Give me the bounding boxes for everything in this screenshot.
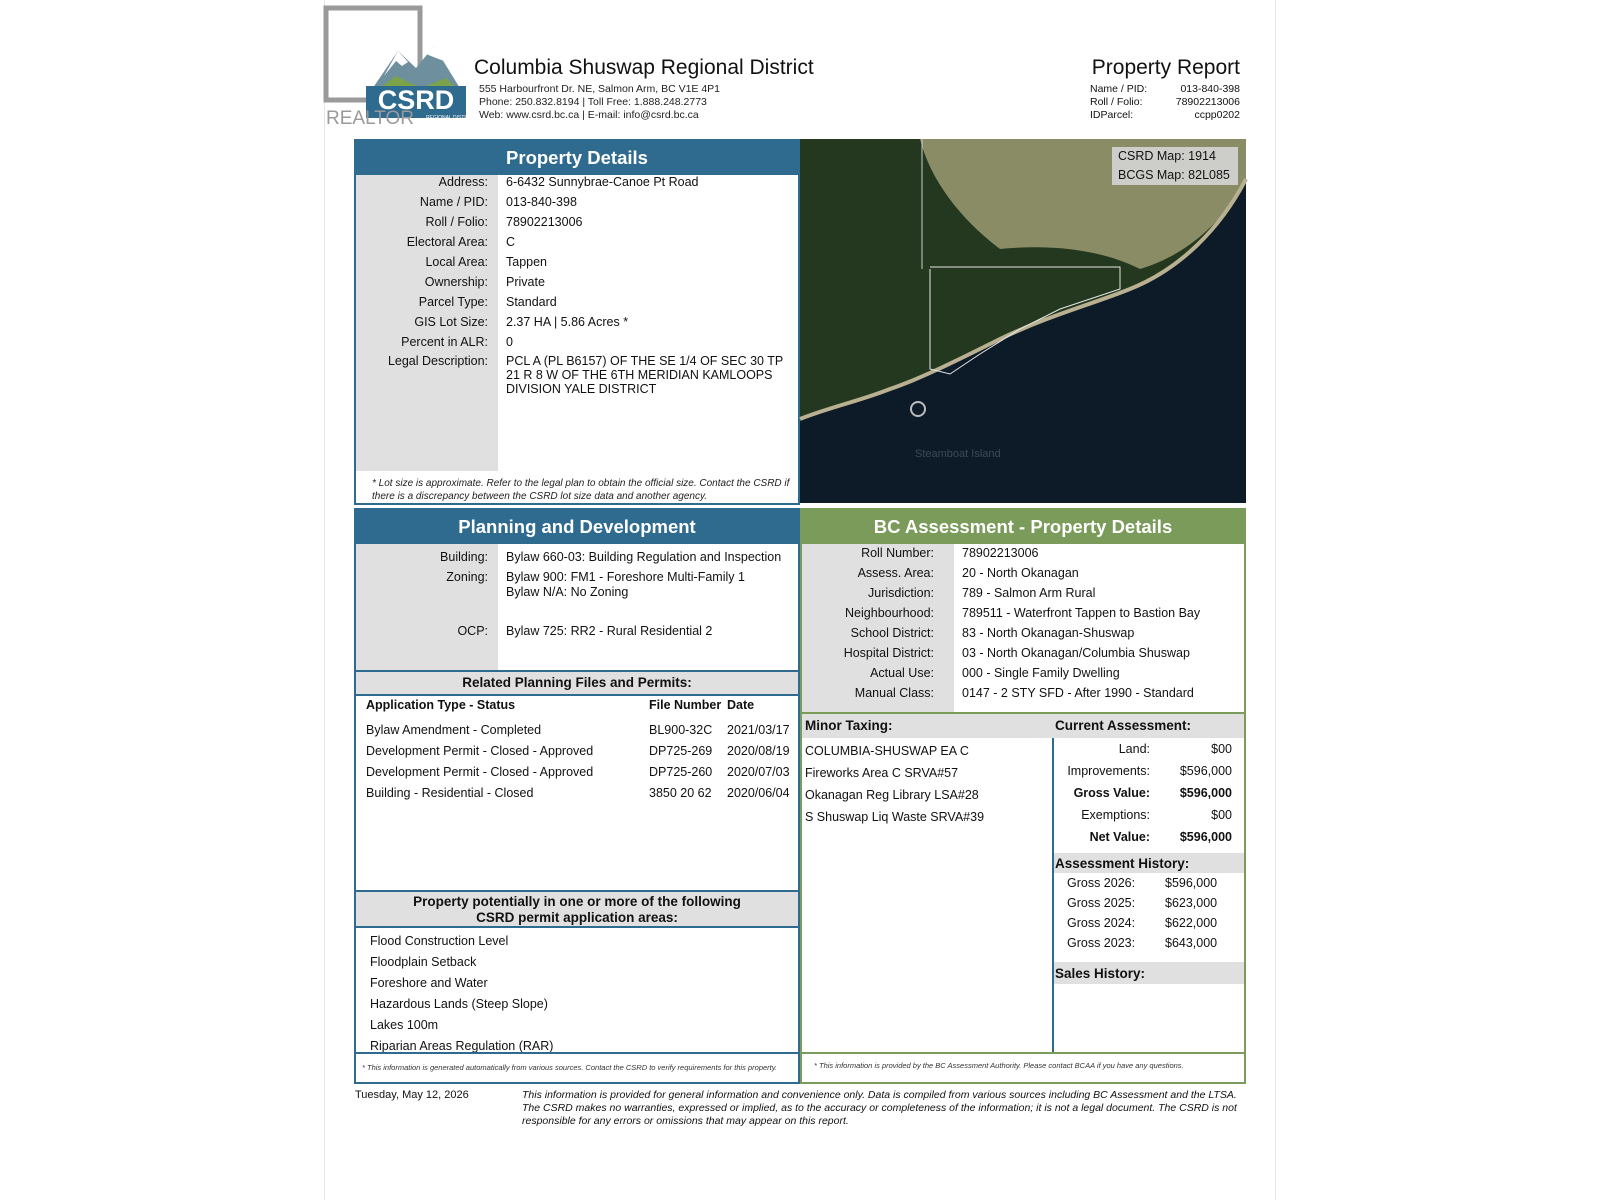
- property-field-value: Standard: [506, 295, 557, 309]
- property-field-value: Private: [506, 275, 545, 289]
- meta-label: Name / PID:: [1090, 83, 1148, 95]
- related-files-header: Related Planning Files and Permits:: [356, 670, 798, 696]
- place-label: Steamboat Island: [915, 448, 1001, 460]
- property-field-value: 2.37 HA | 5.86 Acres *: [506, 315, 629, 329]
- left-gutter: [0, 0, 325, 1200]
- history-value: $596,000: [1165, 876, 1218, 890]
- bcgs-map-number: BCGS Map: 82L085: [1118, 168, 1230, 182]
- assessment-field-value: 03 - North Okanagan/Columbia Shuswap: [962, 646, 1190, 660]
- current-assessment-value: $00: [1211, 742, 1232, 756]
- building-value: Bylaw 660-03: Building Regulation and Inspection: [506, 550, 782, 564]
- meta-value: 78902213006: [1175, 96, 1240, 108]
- file-number: 3850 20 62: [649, 786, 712, 800]
- planning-panel: [354, 508, 800, 1084]
- assessment-field-value: 83 - North Okanagan-Shuswap: [962, 626, 1135, 640]
- history-label: Gross 2024:: [1067, 916, 1136, 930]
- property-field-value: 0: [506, 335, 513, 349]
- report-title: Property Report: [1091, 56, 1240, 79]
- current-assessment-label: Land:: [1118, 742, 1150, 756]
- organization-name: Columbia Shuswap Regional District: [474, 56, 814, 79]
- sales-history-title: Sales History:: [1055, 966, 1146, 981]
- assessment-note: * This information is provided by the BC Assessment Authority. Please contact BCAA if you have any questions.: [814, 1061, 1184, 1070]
- current-assessment-value: $00: [1211, 808, 1232, 822]
- col-file-number: File Number: [649, 698, 722, 712]
- organization-web: Web: www.csrd.bc.ca | E-mail: info@csrd.bc.ca: [479, 109, 699, 121]
- ocp-value: Bylaw 725: RR2 - Rural Residential 2: [506, 624, 713, 638]
- minor-taxing-item: Fireworks Area C SRVA#57: [805, 766, 959, 780]
- assessment-field-label: Roll Number:: [861, 546, 934, 560]
- assessment-field-label: Hospital District:: [843, 646, 934, 660]
- meta-value: 013-840-398: [1180, 83, 1240, 95]
- property-field-value: 78902213006: [506, 215, 583, 229]
- assessment-field-value: 789511 - Waterfront Tappen to Bastion Bay: [962, 606, 1201, 620]
- zoning-value-2: Bylaw N/A: No Zoning: [506, 585, 629, 599]
- property-field-label: Legal Description:: [387, 354, 488, 368]
- property-field-value: C: [506, 235, 516, 249]
- file-number: DP725-269: [649, 744, 713, 758]
- disclaimer: This information is provided for general information and convenience only. Data is compiled from various sources including BC Assessment and the LTSA. The CSRD makes no warranties, expressed or implied, as to the accuracy or completeness of the information; it is not a legal document. The CSRD is not responsible for any errors or omissions that may appear on this report.: [522, 1089, 1237, 1127]
- property-field-label: Roll / Folio:: [425, 215, 488, 229]
- minor-taxing-item: S Shuswap Liq Waste SRVA#39: [805, 810, 985, 824]
- assessment-field-value: 20 - North Okanagan: [962, 566, 1079, 580]
- col-date: Date: [727, 698, 755, 712]
- permit-area-item: Foreshore and Water: [370, 976, 488, 990]
- file-number: DP725-260: [649, 765, 713, 779]
- logo-text: CSRD: [377, 85, 455, 115]
- minor-taxing-item: Okanagan Reg Library LSA#28: [805, 788, 979, 802]
- permit-areas-title-2: CSRD permit application areas:: [476, 910, 678, 925]
- property-field-label: GIS Lot Size:: [414, 315, 488, 329]
- history-value: $622,000: [1165, 916, 1218, 930]
- file-type: Building - Residential - Closed: [366, 786, 534, 800]
- file-date: 2020/07/03: [727, 765, 790, 779]
- property-field-value: Tappen: [506, 255, 548, 269]
- history-label: Gross 2023:: [1067, 936, 1136, 950]
- property-field-label: Name / PID:: [419, 195, 488, 209]
- current-assessment-title: Current Assessment:: [1055, 718, 1192, 733]
- assessment-field-value: 789 - Salmon Arm Rural: [962, 586, 1096, 600]
- assessment-panel: [800, 508, 1246, 1084]
- current-assessment-label: Gross Value:: [1073, 786, 1150, 800]
- assessment-field-value: 000 - Single Family Dwelling: [962, 666, 1120, 680]
- minor-taxing-title: Minor Taxing:: [805, 718, 893, 733]
- assessment-field-value: 0147 - 2 STY SFD - After 1990 - Standard: [962, 686, 1194, 700]
- file-type: Development Permit - Closed - Approved: [366, 765, 594, 779]
- map-reference-badge: [1112, 147, 1238, 185]
- permit-areas-title-1: Property potentially in one or more of the following: [413, 894, 741, 909]
- minor-taxing-item: COLUMBIA-SHUSWAP EA C: [805, 744, 969, 758]
- zoning-label: Zoning:: [446, 570, 488, 584]
- zoning-value: Bylaw 900: FM1 - Foreshore Multi-Family 1: [506, 570, 745, 584]
- csrd-map-number: CSRD Map: 1914: [1118, 149, 1216, 163]
- property-field-label: Parcel Type:: [418, 295, 488, 309]
- assessment-field-label: Assess. Area:: [857, 566, 934, 580]
- assessment-field-label: Actual Use:: [870, 666, 934, 680]
- property-field-label: Address:: [438, 175, 488, 189]
- permit-area-item: Floodplain Setback: [370, 955, 477, 969]
- planning-title: Planning and Development: [356, 510, 798, 544]
- current-assessment-label: Improvements:: [1067, 764, 1150, 778]
- current-assessment-value: $596,000: [1179, 830, 1232, 844]
- current-assessment-value: $596,000: [1179, 786, 1232, 800]
- property-field-value: 013-840-398: [506, 195, 577, 209]
- permit-area-item: Lakes 100m: [370, 1018, 439, 1032]
- file-type: Development Permit - Closed - Approved: [366, 744, 594, 758]
- history-value: $623,000: [1165, 896, 1218, 910]
- assessment-field-label: Neighbourhood:: [845, 606, 934, 620]
- meta-value: ccpp0202: [1194, 109, 1240, 121]
- property-field-label: Ownership:: [424, 275, 488, 289]
- report-date: Tuesday, May 12, 2026: [355, 1089, 469, 1101]
- file-date: 2020/08/19: [727, 744, 790, 758]
- assessment-title: BC Assessment - Property Details: [802, 510, 1244, 544]
- logo-subtext: REGIONAL DISTRICT: [425, 115, 477, 121]
- column-divider: [1052, 738, 1054, 1054]
- csrd-logo: [326, 6, 477, 129]
- organization-address: 555 Harbourfront Dr. NE, Salmon Arm, BC V1E 4P1: [479, 83, 721, 95]
- assessment-field-label: Manual Class:: [854, 686, 934, 700]
- assessment-field-value: 78902213006: [962, 546, 1039, 560]
- right-gutter: [1275, 0, 1600, 1200]
- permit-area-item: Hazardous Lands (Steep Slope): [370, 997, 548, 1011]
- meta-label: IDParcel:: [1090, 109, 1134, 121]
- assessment-field-label: School District:: [850, 626, 934, 640]
- note-divider: [802, 1052, 1244, 1054]
- aerial-image: [800, 139, 1246, 503]
- current-assessment-label: Exemptions:: [1081, 808, 1150, 822]
- assessment-field-label: Jurisdiction:: [868, 586, 934, 600]
- planning-note: * This information is generated automatically from various sources. Contact the CSRD to verify requirements for this property.: [362, 1063, 778, 1072]
- property-details-panel: [354, 139, 800, 505]
- col-application-type: Application Type - Status: [366, 698, 516, 712]
- meta-label: Roll / Folio:: [1090, 96, 1143, 108]
- file-type: Bylaw Amendment - Completed: [366, 723, 542, 737]
- file-date: 2021/03/17: [727, 723, 790, 737]
- property-field-label: Local Area:: [425, 255, 488, 269]
- property-field-value: 6-6432 Sunnybrae-Canoe Pt Road: [506, 175, 699, 189]
- assessment-history-title: Assessment History:: [1055, 856, 1190, 871]
- property-field-label: Electoral Area:: [406, 235, 488, 249]
- history-label: Gross 2025:: [1067, 896, 1136, 910]
- current-assessment-label: Net Value:: [1089, 830, 1150, 844]
- current-assessment-value: $596,000: [1179, 764, 1232, 778]
- realtor-watermark: REALTOR: [326, 108, 414, 129]
- aerial-map[interactable]: [800, 139, 1246, 503]
- lot-size-note: * Lot size is approximate. Refer to the legal plan to obtain the official size. Contact the CSRD if there is a discrepancy between the CSRD lot size data and another agency.: [372, 478, 790, 502]
- property-details-title: Property Details: [356, 141, 798, 175]
- building-label: Building:: [440, 550, 488, 564]
- history-label: Gross 2026:: [1067, 876, 1136, 890]
- property-field-value: PCL A (PL B6157) OF THE SE 1/4 OF SEC 30 TP 21 R 8 W OF THE 6TH MERIDIAN KAMLOOPS DIVISION YALE DISTRICT: [506, 354, 783, 396]
- permit-area-item: Riparian Areas Regulation (RAR): [370, 1039, 554, 1053]
- ocp-label: OCP:: [457, 624, 488, 638]
- file-date: 2020/06/04: [727, 786, 790, 800]
- history-value: $643,000: [1165, 936, 1218, 950]
- property-field-label: Percent in ALR:: [401, 335, 488, 349]
- permit-areas-header: [356, 890, 798, 928]
- file-number: BL900-32C: [649, 723, 713, 737]
- permit-area-item: Flood Construction Level: [370, 934, 509, 948]
- organization-phone: Phone: 250.832.8194 | Toll Free: 1.888.248.2773: [479, 96, 707, 108]
- note-divider: [356, 1052, 798, 1054]
